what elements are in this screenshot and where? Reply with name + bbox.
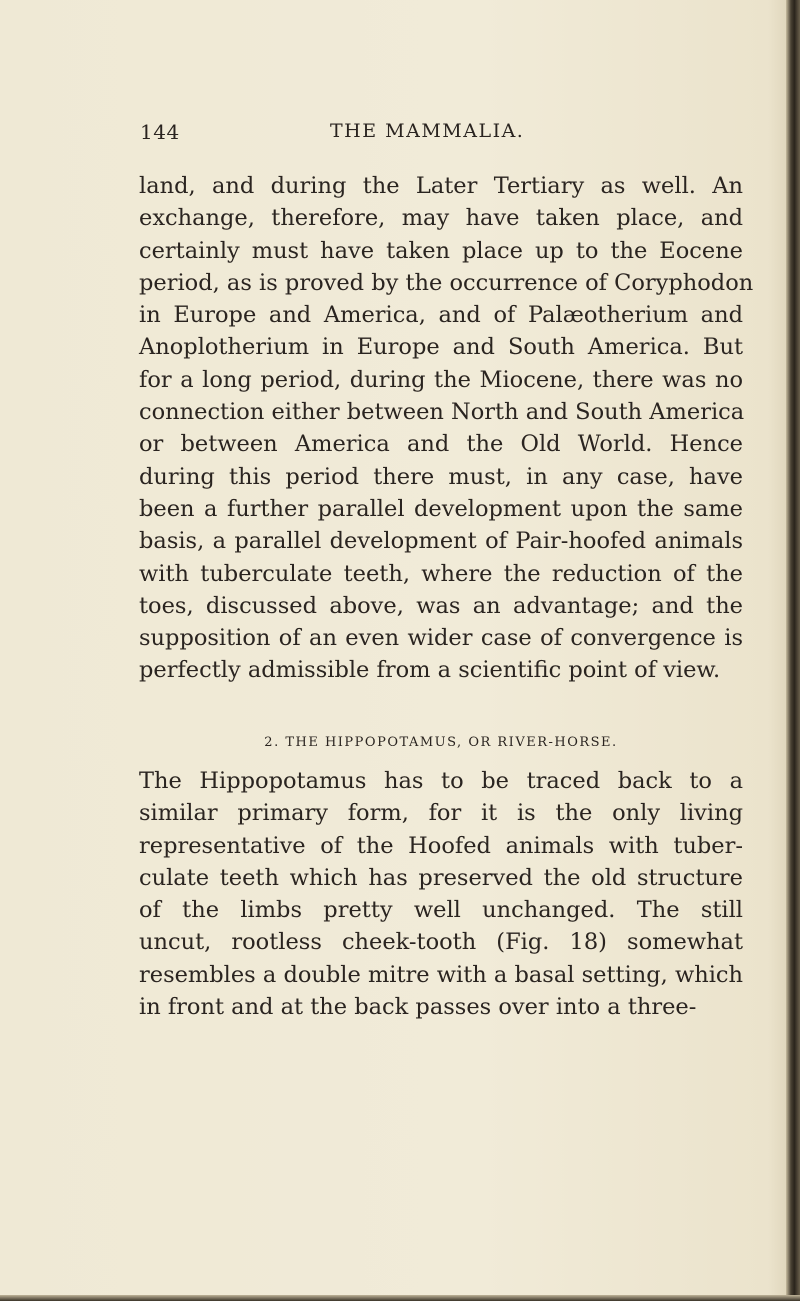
text-line: Anoplotherium in Europe and South America. But <box>139 334 743 361</box>
text-line: land, and during the Later Tertiary as well. An <box>139 173 743 199</box>
running-head: THE MAMMALIA. <box>330 120 525 142</box>
text-line: toes, discussed above, was an advantage; and the <box>139 592 743 619</box>
paragraph-1 <box>139 170 754 687</box>
text-line: representative of the Hoofed animals with tuber- <box>139 832 743 859</box>
text-line: in Europe and America, and of Palæotherium and <box>139 302 743 329</box>
text-line: supposition of an even wider case of convergence is <box>139 625 743 652</box>
text-line: or between America and the Old World. Hence <box>139 431 743 458</box>
text-line: connection either between North and South America <box>139 399 745 426</box>
text-line: of the limbs pretty well unchanged. The still <box>139 897 743 924</box>
text-line: during this period there must, in any case, have <box>139 463 743 490</box>
text-line: with tuberculate teeth, where the reduction of the <box>139 560 743 587</box>
text-line: in front and at the back passes over into a three- <box>139 994 697 1021</box>
text-line: The Hippopotamus has to be traced back to a <box>139 768 743 794</box>
text-line: basis, a parallel development of Pair-hoofed animals <box>139 528 743 555</box>
page-header <box>140 120 740 150</box>
text-line: culate teeth which has preserved the old structure <box>139 864 743 891</box>
text-line: perfectly admissible from a scientific point of view. <box>139 657 721 684</box>
page-bottom-edge <box>0 1295 800 1301</box>
paragraph-2 <box>139 765 743 1023</box>
text-line: certainly must have taken place up to the Eocene <box>139 237 743 264</box>
page-number: 144 <box>140 120 180 144</box>
text-line: exchange, therefore, may have taken place, and <box>139 205 743 232</box>
section-heading: 2. THE HIPPOPOTAMUS, OR RIVER-HORSE. <box>264 735 618 750</box>
text-line: period, as is proved by the occurrence of Coryphodon <box>139 269 754 296</box>
text-line: resembles a double mitre with a basal setting, which <box>139 961 743 988</box>
text-line: uncut, rootless cheek-tooth (Fig. 18) somewhat <box>139 929 743 956</box>
text-line: been a further parallel development upon the same <box>139 495 743 522</box>
text-line: similar primary form, for it is the only living <box>139 800 743 827</box>
page-edge-shadow <box>786 0 800 1301</box>
text-line: for a long period, during the Miocene, there was no <box>139 366 743 393</box>
